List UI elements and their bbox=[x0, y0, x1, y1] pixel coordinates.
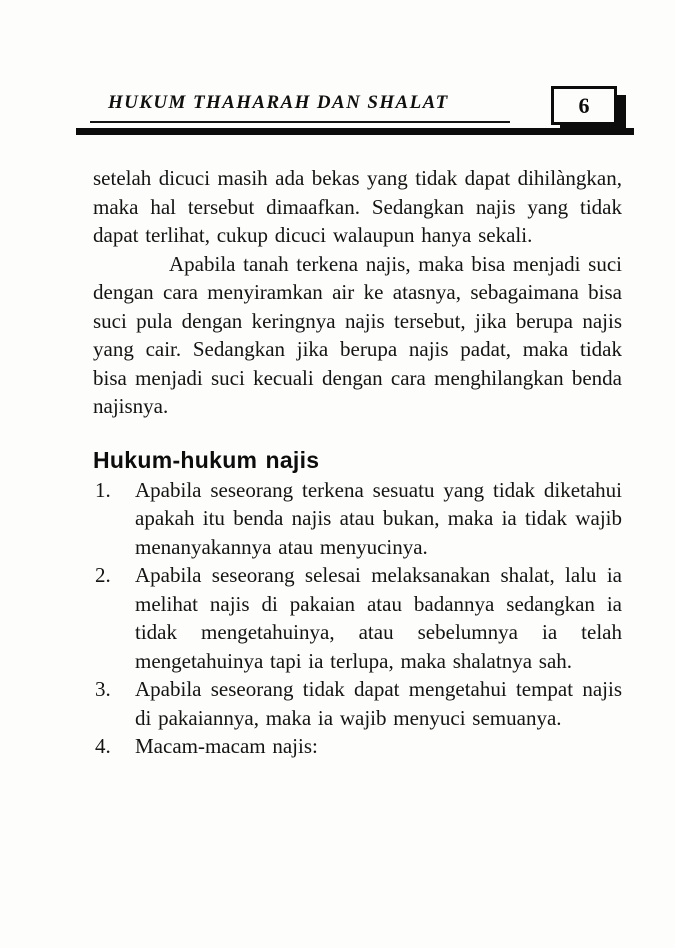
list-item-number: 3. bbox=[95, 677, 111, 701]
list-item bbox=[93, 732, 622, 761]
body-text-column bbox=[93, 164, 622, 761]
numbered-list bbox=[93, 476, 622, 761]
section-heading: Hukum-hukum najis bbox=[93, 446, 320, 473]
list-item-number: 2. bbox=[95, 563, 111, 587]
list-item-number: 4. bbox=[95, 734, 111, 758]
list-item-text: Apabila seseorang selesai melaksanakan shalat, lalu ia melihat najis di pakaian atau badannya sedangkan ia tidak mengetahuinya, atau sebelumnya ia telah mengetahuinya tapi ia terlupa, maka shalatnya sah. bbox=[135, 563, 622, 673]
header-rule-thick bbox=[76, 128, 634, 135]
list-item bbox=[93, 476, 622, 562]
page-number-box bbox=[551, 86, 617, 125]
list-item bbox=[93, 675, 622, 732]
list-item-text: Apabila seseorang tidak dapat mengetahui tempat najis di pakaiannya, maka ia wajib menyuci semuanya. bbox=[135, 677, 622, 730]
header-rule-thin bbox=[90, 121, 510, 123]
running-header-title: HUKUM THAHARAH DAN SHALAT bbox=[108, 92, 449, 113]
list-item-text: Macam-macam najis: bbox=[135, 734, 318, 758]
paragraph: Apabila tanah terkena najis, maka bisa menjadi suci dengan cara menyiramkan air ke atasnya, sebagaimana bisa suci pula dengan keringnya najis tersebut, jika berupa najis yang cair. Sedangkan jika berupa najis padat, maka tidak bisa menjadi suci kecuali dengan cara menghilangkan benda najisnya. bbox=[93, 251, 622, 418]
list-item-text: Apabila seseorang terkena sesuatu yang tidak diketahui apakah itu benda najis atau bukan, maka ia tidak wajib menanyakannya atau menyucinya. bbox=[135, 477, 622, 559]
paragraph: setelah dicuci masih ada bekas yang tidak dapat dihilàngkan, maka hal tersebut dimaafkan. Sedangkan najis yang tidak dapat terlihat, cukup dicuci walaupun hanya sekali. bbox=[93, 166, 622, 247]
list-item-number: 1. bbox=[95, 477, 111, 502]
page-number: 6 bbox=[578, 92, 590, 118]
list-item bbox=[93, 561, 622, 675]
